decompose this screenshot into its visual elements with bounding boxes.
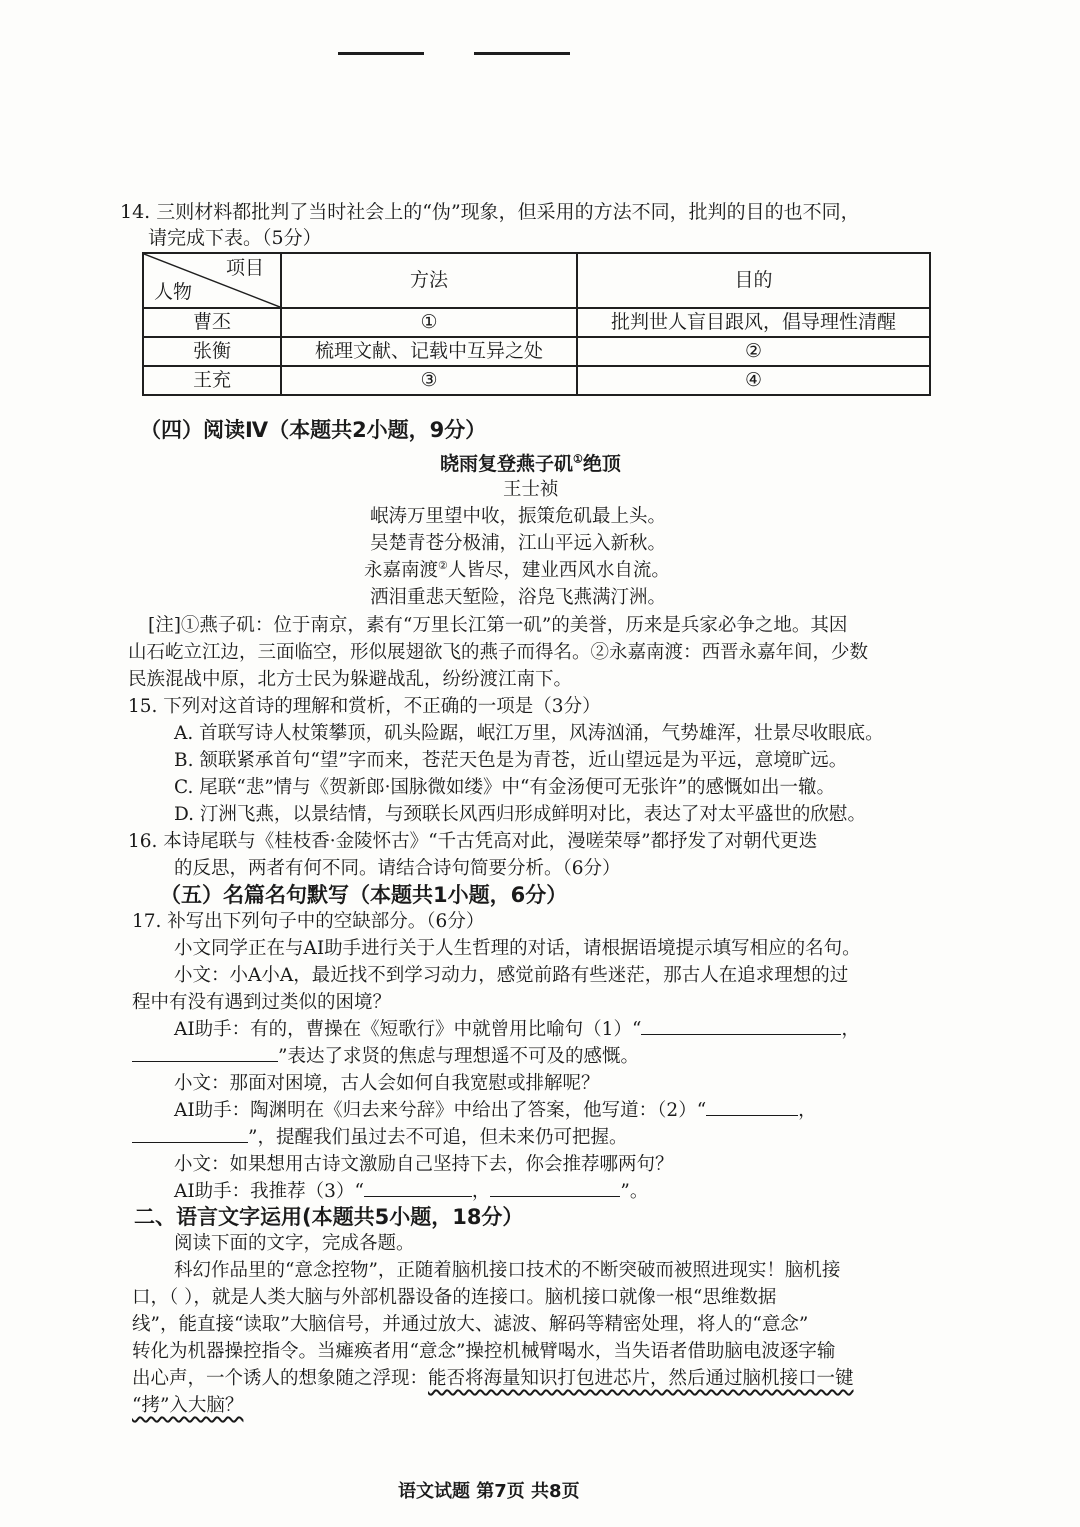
corner-bottom-label: 人物 <box>154 281 193 304</box>
q17-xiaowen-1-line2: 程中有没有遇到过类似的困境？ <box>132 992 392 1013</box>
poem-line-3b: 人皆尽，建业西风水自流。 <box>447 560 670 581</box>
row-purpose: ④ <box>577 366 930 395</box>
header-rule-right <box>474 52 570 55</box>
ai-3-comma: ， <box>471 1181 491 1202</box>
ai-1-text: AI助手：有的，曹操在《短歌行》中就曾用比喻句（1）“ <box>174 1019 642 1040</box>
table-row <box>143 337 930 366</box>
table-row <box>143 308 930 337</box>
poem-title-tail: 绝顶 <box>582 453 621 475</box>
col-purpose-header: 目的 <box>577 253 930 308</box>
ai-3-tail: ”。 <box>620 1181 649 1202</box>
q17-ai-2-line2 <box>132 1126 627 1150</box>
poem-line-3-note-mark: ② <box>438 558 448 572</box>
q14-table <box>142 252 931 396</box>
poem-line-1: 岷涛万里望中收，振策危矶最上头。 <box>370 506 667 527</box>
passage-line1: 科幻作品里的“意念控物”，正随着脑机接口技术的不断突破而被照进现实！脑机接 <box>174 1260 841 1281</box>
ai-1-tail: ”表达了求贤的焦虑与理想遥不可及的感慨。 <box>278 1046 639 1067</box>
q17-xiaowen-2: 小文：那面对困境，古人会如何自我宽慰或排解呢？ <box>174 1073 600 1094</box>
passage-line3: 线”，能直接“读取”大脑信号，并通过放大、滤波、解码等精密处理，将人的“意念” <box>132 1314 809 1335</box>
q16-line1: 16. 本诗尾联与《桂枝香·金陵怀古》“千古凭高对此，漫嗟荣辱”都抒发了对朝代更迭 <box>128 831 818 852</box>
q17-ai-1-line2 <box>132 1045 639 1069</box>
col-method-header: 方法 <box>281 253 577 308</box>
q15-option-b: B. 颔联紧承首句“望”字而来，苍茫天色是为青苍，近山望远是为平远，意境旷远。 <box>174 750 848 771</box>
ai-2-comma: ， <box>798 1100 817 1121</box>
passage-line4: 转化为机器操控指令。当瘫痪者用“意念”操控机械臂喝水，当失语者借助脑电波逐字输 <box>132 1341 836 1362</box>
passage-line5-plain: 出心声，一个诱人的想象随之浮现： <box>132 1368 429 1389</box>
table-row <box>143 366 930 395</box>
q15-option-d: D. 汀洲飞燕，以景结情，与颈联长风西归形成鲜明对比，表达了对太平盛世的欣慰。 <box>174 804 866 825</box>
poem-line-4: 洒泪重悲天堑险，浴凫飞燕满汀洲。 <box>370 587 667 608</box>
passage-line5 <box>132 1367 854 1391</box>
q17-ai-2-line1 <box>174 1099 817 1123</box>
q17-ai-3 <box>174 1180 648 1204</box>
row-method: 梳理文献、记载中互异之处 <box>281 337 577 366</box>
corner-top-label: 项目 <box>225 257 264 279</box>
section4-heading: （四）阅读Ⅳ（本题共2小题，9分） <box>140 418 487 442</box>
ai-2-tail: ”，提醒我们虽过去不可追，但未来仍可把握。 <box>248 1127 628 1148</box>
row-method: ① <box>281 308 577 337</box>
answer-blank-3a[interactable] <box>364 1180 472 1197</box>
part2-heading: 二、语言文字运用(本题共5小题，18分） <box>134 1205 524 1229</box>
ai-2-text: AI助手：陶渊明在《归去来兮辞》中给出了答案，他写道：（2）“ <box>174 1100 707 1121</box>
row-person: 王充 <box>143 366 281 395</box>
row-method: ③ <box>281 366 577 395</box>
poem-note-line3: 民族混战中原，北方士民为躲避战乱，纷纷渡江南下。 <box>128 669 573 690</box>
q17-stem: 17. 补写出下列句子中的空缺部分。（6分） <box>132 911 485 932</box>
q15-stem: 15. 下列对这首诗的理解和赏析，不正确的一项是（3分） <box>128 696 601 717</box>
q17-intro: 小文同学正在与AI助手进行关于人生哲理的对话，请根据语境提示填写相应的名句。 <box>174 938 861 959</box>
poem-title-main: 晓雨复登燕子矶 <box>440 453 574 475</box>
table-corner-cell <box>144 254 280 307</box>
passage-line6 <box>132 1394 243 1418</box>
poem-line-2: 吴楚青苍分极浦，江山平远入新秋。 <box>370 533 667 554</box>
q15-option-a: A. 首联写诗人杖策攀顶，矶头险踞，岷江万里，风涛汹涌，气势雄浑，壮景尽收眼底。 <box>174 723 884 744</box>
q17-xiaowen-3: 小文：如果想用古诗文激励自己坚持下去，你会推荐哪两句？ <box>174 1154 674 1175</box>
q14-stem-line2: 请完成下表。（5分） <box>148 227 322 249</box>
wavy-underlined-sentence: 能否将海量知识打包进芯片，然后通过脑机接口一键 <box>428 1368 854 1389</box>
answer-blank-1b[interactable] <box>132 1045 278 1062</box>
q16-line2: 的反思，两者有何不同。请结合诗句简要分析。（6分） <box>174 858 621 879</box>
ai-1-comma: ， <box>841 1019 860 1040</box>
poem-author: 王士祯 <box>503 479 559 500</box>
wavy-underlined-sentence-end: “拷”入大脑？ <box>132 1395 244 1416</box>
q14-stem-line1: 14. 三则材料都批判了当时社会上的“伪”现象，但采用的方法不同，批判的目的也不同， <box>120 201 860 223</box>
page-footer: 语文试题 第7页 共8页 <box>398 1481 580 1502</box>
answer-blank-2b[interactable] <box>132 1126 248 1143</box>
answer-blank-1a[interactable] <box>641 1018 841 1035</box>
row-purpose: 批判世人盲目跟风，倡导理性清醒 <box>577 308 930 337</box>
answer-blank-3b[interactable] <box>490 1180 620 1197</box>
passage-line2: 口，（ ），就是人类大脑与外部机器设备的连接口。脑机接口就像一根“思维数据 <box>132 1287 777 1308</box>
q17-ai-1-line1 <box>174 1018 860 1042</box>
answer-blank-2a[interactable] <box>706 1099 798 1116</box>
part2-instruction: 阅读下面的文字，完成各题。 <box>174 1233 415 1254</box>
poem-title <box>440 452 621 477</box>
poem-note-line1: [注]①燕子矶：位于南京，素有“万里长江第一矶”的美誉，历来是兵家必争之地。其因 <box>148 615 848 636</box>
row-person: 曹丕 <box>143 308 281 337</box>
q15-option-c: C. 尾联“悲”情与《贺新郎·国脉微如缕》中“有金汤便可无张许”的感慨如出一辙。 <box>174 777 835 798</box>
poem-title-note-mark: ① <box>573 452 583 466</box>
poem-line-3a: 永嘉南渡 <box>364 560 439 581</box>
q17-xiaowen-1-line1: 小文：小A小A，最近找不到学习动力，感觉前路有些迷茫，那古人在追求理想的过 <box>174 965 849 986</box>
row-purpose: ② <box>577 337 930 366</box>
section5-heading: （五）名篇名句默写（本题共1小题，6分） <box>160 883 568 907</box>
poem-line-3 <box>364 559 670 583</box>
header-rule-left <box>338 52 424 55</box>
poem-note-line2: 山石屹立江边，三面临空，形似展翅欲飞的燕子而得名。②永嘉南渡：西晋永嘉年间，少数 <box>128 642 869 663</box>
row-person: 张衡 <box>143 337 281 366</box>
ai-3-text: AI助手：我推荐（3）“ <box>174 1181 364 1202</box>
